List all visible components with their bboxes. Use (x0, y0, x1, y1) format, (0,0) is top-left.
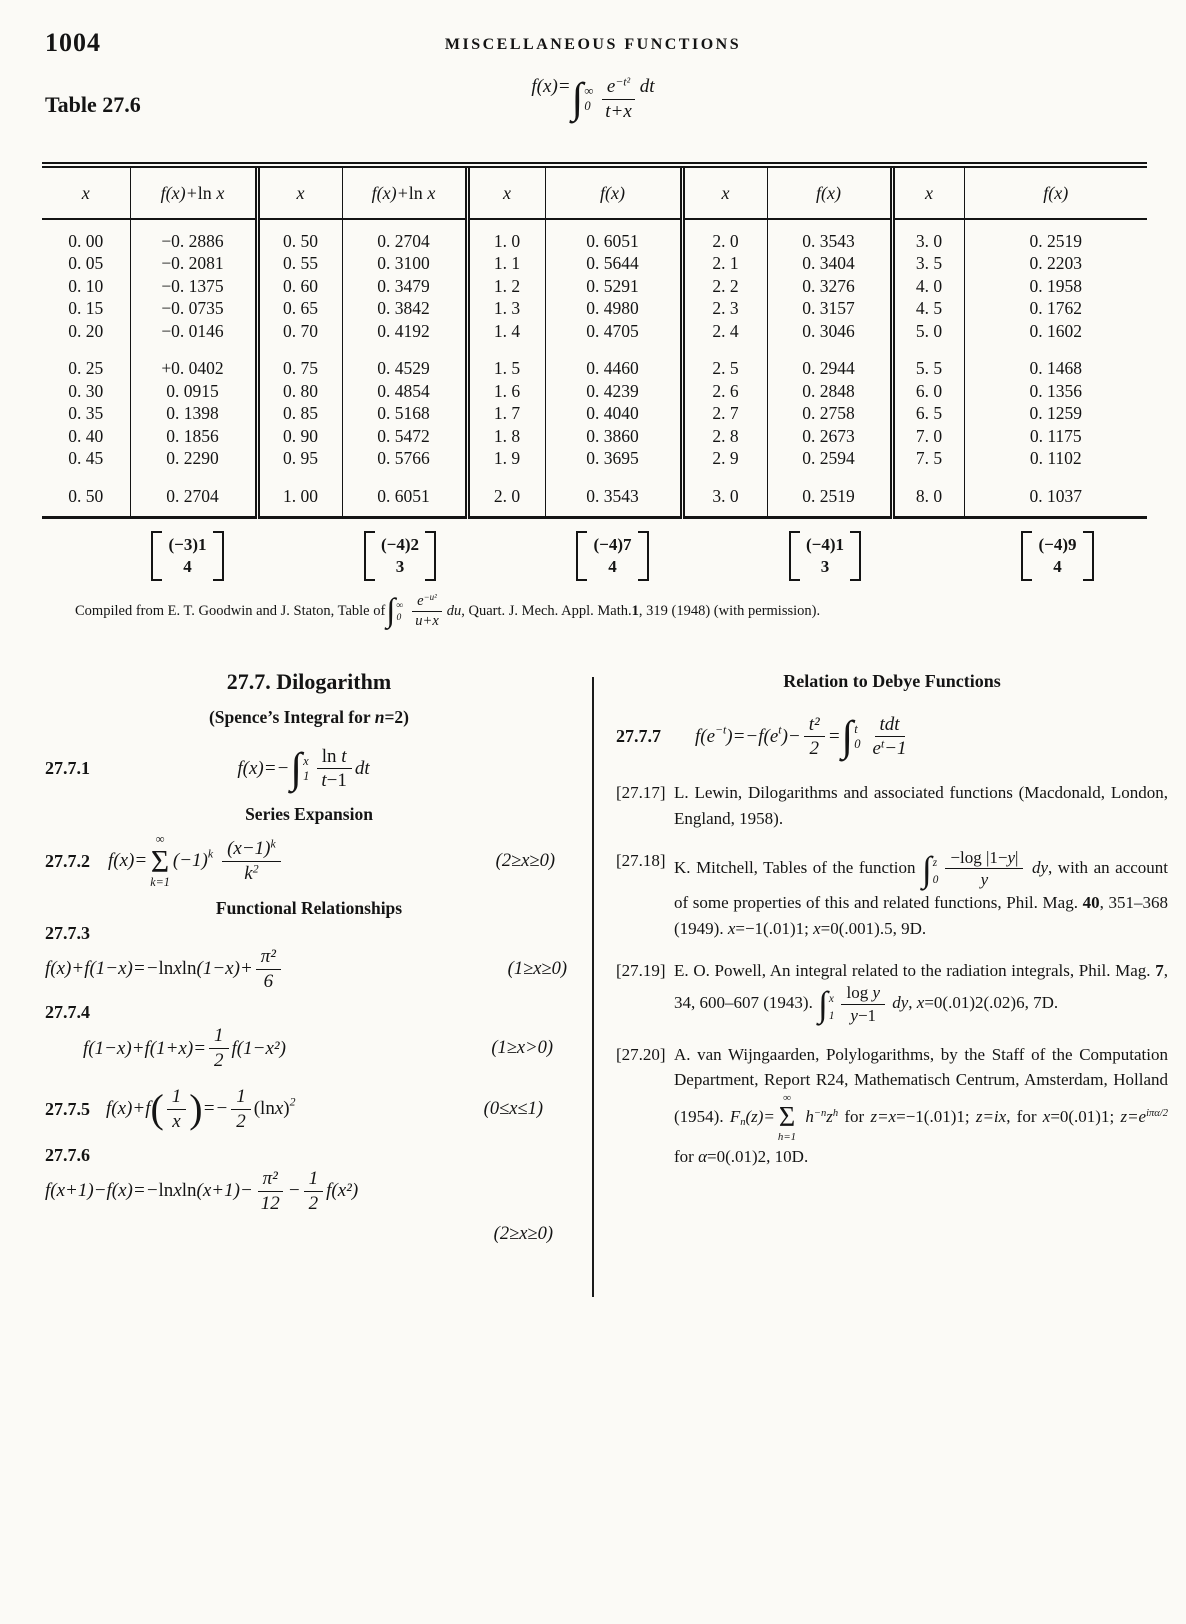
x-value-cell: 1. 5 (467, 358, 545, 381)
equation-27-7-6 (45, 1168, 573, 1215)
table-row (42, 253, 1147, 276)
error-bracket: (−4)1 3 (789, 531, 861, 581)
spacer-row (42, 470, 1147, 485)
table-label: Table 27.6 (45, 92, 141, 117)
reference-text: E. O. Powell, An integral related to the radiation integrals, Phil. Mag. 7, 34, 600–607 (1943). ∫ x 1 $\frac{\text{log y}}{y-1}$ dy, x=0(.01)2(.02)6, 7D. (674, 960, 1168, 1025)
equation-number: 27.7.7 (616, 726, 661, 747)
functional-relationships-heading: Functional Relationships (215, 897, 403, 918)
running-head-title: MISCELLANEOUS FUNCTIONS (444, 36, 742, 53)
f-value-cell: 0. 5472 (342, 425, 467, 448)
function-table (42, 162, 1147, 519)
reference-label: [27.17] (616, 783, 666, 803)
f-value-cell: −0. 0146 (130, 320, 257, 343)
equation-body: f(x)= ∞ Σ k=1 (−1) k (x−1)k k2 (108, 833, 284, 889)
x-value-cell: 0. 70 (257, 320, 342, 343)
spacer-row (42, 219, 1147, 230)
f-value-cell: 0. 6051 (545, 230, 682, 253)
equation-body: f(x+1)−f(x)=− ln x ln (x+1)− $\frac{\text{π²}}{12}$ − $\frac{1}{2}$ f(x²) (45, 1167, 359, 1214)
spacer-row (42, 508, 1147, 518)
x-value-cell: 2. 2 (682, 275, 767, 298)
column-header-x: x (42, 165, 130, 219)
f-value-cell: 0. 2758 (767, 403, 892, 426)
column-header-f: f(x) (964, 165, 1147, 219)
reference-label: [27.20] (616, 1044, 666, 1064)
f-value-cell: 0. 3479 (342, 275, 467, 298)
equation-27-7-6-constraint: (2≥x≥0) (493, 1224, 553, 1245)
f-value-cell: 0. 1037 (964, 485, 1147, 508)
table-body (42, 219, 1147, 517)
x-value-cell: 1. 8 (467, 425, 545, 448)
f-value-cell: 0. 2519 (964, 230, 1147, 253)
column-header-f: f(x) (545, 165, 682, 219)
equation-number: 27.7.1 (45, 758, 90, 779)
table-row (42, 275, 1147, 298)
x-value-cell: 3. 0 (892, 230, 964, 253)
f-value-cell: 0. 0915 (130, 380, 257, 403)
equation-body: f(x)=− ∫ x 1 ln t t−1 dt (237, 744, 370, 792)
f-value-cell: 0. 1958 (964, 275, 1147, 298)
f-value-cell: 0. 3543 (767, 230, 892, 253)
page-number: 1004 (45, 28, 101, 57)
f-value-cell: 0. 4854 (342, 380, 467, 403)
error-bracket: (−4)9 4 (1021, 531, 1093, 581)
section-subheading: (Spence’s Integral for n=2) (208, 706, 410, 727)
f-value-cell: 0. 3100 (342, 253, 467, 276)
table-row (42, 358, 1147, 381)
x-value-cell: 2. 3 (682, 298, 767, 321)
equation-27-7-5 (45, 1086, 573, 1133)
running-header (0, 0, 1186, 70)
left-column (45, 663, 573, 1246)
x-value-cell: 0. 55 (257, 253, 342, 276)
x-value-cell: 1. 1 (467, 253, 545, 276)
column-header-x: x (892, 165, 964, 219)
f-value-cell: 0. 3404 (767, 253, 892, 276)
f-value-cell: +0. 0402 (130, 358, 257, 381)
f-value-cell: 0. 5766 (342, 448, 467, 471)
table-caption-row (0, 70, 1186, 162)
f-value-cell: 0. 1602 (964, 320, 1147, 343)
x-value-cell: 3. 0 (682, 485, 767, 508)
f-value-cell: 0. 3860 (545, 425, 682, 448)
error-bracket: (−3)1 4 (151, 531, 223, 581)
f-value-cell: 0. 1259 (964, 403, 1147, 426)
reference-27-17 (616, 780, 1168, 832)
x-value-cell: 1. 6 (467, 380, 545, 403)
f-value-cell: 0. 3842 (342, 298, 467, 321)
column-header-x: x (467, 165, 545, 219)
f-value-cell: 0. 3046 (767, 320, 892, 343)
f-value-cell: 0. 1468 (964, 358, 1147, 381)
f-value-cell: 0. 4705 (545, 320, 682, 343)
equation-body: f(1−x)+f(1+x)= $\frac{1}{2}$ f(1−x²) (83, 1025, 286, 1072)
equation-27-7-3-number-row (45, 923, 573, 944)
equation-27-7-3 (45, 946, 573, 993)
x-value-cell: 0. 05 (68, 253, 104, 274)
table-row (42, 230, 1147, 253)
equation-number: 27.7.3 (45, 922, 90, 943)
reference-label: [27.19] (616, 960, 666, 980)
f-value-cell: 0. 5644 (545, 253, 682, 276)
f-value-cell: 0. 2944 (767, 358, 892, 381)
x-value-cell: 4. 0 (892, 275, 964, 298)
f-value-cell: 0. 5168 (342, 403, 467, 426)
table-row (42, 448, 1147, 471)
f-value-cell: 0. 5291 (545, 275, 682, 298)
f-value-cell: −0. 0735 (130, 298, 257, 321)
x-value-cell: 2. 1 (682, 253, 767, 276)
equation-27-7-2 (45, 833, 573, 889)
x-value-cell: 1. 4 (467, 320, 545, 343)
x-value-cell: 0. 25 (68, 358, 104, 379)
x-value-cell: 0. 50 (68, 485, 104, 506)
f-value-cell: 0. 4239 (545, 380, 682, 403)
x-value-cell: 7. 0 (892, 425, 964, 448)
x-value-cell: 1. 00 (257, 485, 342, 508)
equation-27-7-4 (45, 1025, 573, 1072)
equation-27-7-7 (616, 714, 1168, 761)
reference-text: K. Mitchell, Tables of the function ∫ z 0 $\frac{-\log |1-y|}{y}$ dy, with an account of some properties of this and related functions, Phil. Mag. 40, 351–368 (1949). x=−1(.01)1; x=0(.001).5, 9D. (674, 847, 1169, 938)
x-value-cell: 2. 0 (467, 485, 545, 508)
x-value-cell: 5. 0 (892, 320, 964, 343)
x-value-cell: 2. 7 (682, 403, 767, 426)
equation-number: 27.7.5 (45, 1098, 90, 1119)
table-row (42, 320, 1147, 343)
x-value-cell: 1. 2 (467, 275, 545, 298)
column-header-x: x (257, 165, 342, 219)
x-value-cell: 2. 0 (682, 230, 767, 253)
f-value-cell: 0. 6051 (342, 485, 467, 508)
x-value-cell: 0. 45 (68, 448, 104, 469)
reference-27-20 (616, 1042, 1168, 1170)
f-value-cell: 0. 2704 (130, 485, 257, 508)
reference-label: [27.18] (616, 850, 666, 870)
f-value-cell: 0. 2594 (767, 448, 892, 471)
f-value-cell: 0. 1762 (964, 298, 1147, 321)
column-divider (592, 677, 594, 1297)
equation-27-7-6-number-row (45, 1145, 573, 1166)
x-value-cell: 1. 0 (467, 230, 545, 253)
x-value-cell: 5. 5 (892, 358, 964, 381)
table-row (42, 298, 1147, 321)
x-value-cell: 0. 90 (257, 425, 342, 448)
column-header-f: f(x)+ln x (130, 165, 257, 219)
reference-27-19 (616, 958, 1168, 1026)
f-value-cell: 0. 2704 (342, 230, 467, 253)
x-value-cell: 0. 20 (68, 320, 104, 341)
x-value-cell: 2. 5 (682, 358, 767, 381)
reference-text: A. van Wijngaarden, Polylogarithms, by the Staff of the Computation Department, Report R24, Mathematisch Centrum, Amsterdam, Holland (1954). Fn(z)= ∞ Σ h=1 h−nzh for z=x=−1(.01)1; z=ix, for x=0(.01)1; z=eiπα/2 for α=0(.01)2, 10D. (674, 1044, 1169, 1166)
f-value-cell: 0. 2290 (130, 448, 257, 471)
right-column (616, 663, 1168, 1170)
x-value-cell: 0. 60 (257, 275, 342, 298)
x-value-cell: 0. 30 (68, 380, 104, 401)
series-expansion-heading: Series Expansion (245, 804, 373, 825)
f-value-cell: −0. 2886 (130, 230, 257, 253)
equation-constraint: (0≤x≤1) (483, 1098, 543, 1119)
f-value-cell: 0. 2519 (767, 485, 892, 508)
table-title-formula: f(x)= ∫ ∞ 0 e−t² t+x dt (531, 75, 655, 123)
x-value-cell: 2. 4 (682, 320, 767, 343)
f-value-cell: 0. 1356 (964, 380, 1147, 403)
reference-text: L. Lewin, Dilogarithms and associated functions (Macdonald, London, England, 1958). (674, 783, 1168, 829)
table-row (42, 380, 1147, 403)
x-value-cell: 4. 5 (892, 298, 964, 321)
equation-27-7-4-number-row (45, 1002, 573, 1023)
error-bracket: (−4)2 3 (364, 531, 436, 581)
x-value-cell: 0. 00 (68, 230, 104, 251)
equation-constraint: (2≥x≥0) (495, 850, 555, 871)
table-row (42, 403, 1147, 426)
x-value-cell: 3. 5 (892, 253, 964, 276)
equation-constraint: (1≥x>0) (491, 1038, 553, 1059)
x-value-cell: 0. 75 (257, 358, 342, 381)
x-value-cell: 2. 6 (682, 380, 767, 403)
x-value-cell: 0. 50 (257, 230, 342, 253)
f-value-cell: 0. 3157 (767, 298, 892, 321)
x-value-cell: 2. 9 (682, 448, 767, 471)
f-value-cell: 0. 3543 (545, 485, 682, 508)
x-value-cell: 0. 95 (257, 448, 342, 471)
x-value-cell: 0. 10 (68, 275, 104, 296)
column-header-f: f(x) (767, 165, 892, 219)
equation-body: f(x)+f(1−x)=− ln x ln (1−x)+ $\frac{\text{π²}}{6}$ (45, 946, 284, 993)
x-value-cell: 6. 5 (892, 403, 964, 426)
f-value-cell: −0. 2081 (130, 253, 257, 276)
x-value-cell: 1. 9 (467, 448, 545, 471)
f-value-cell: 0. 1856 (130, 425, 257, 448)
x-value-cell: 0. 35 (68, 403, 104, 424)
f-value-cell: 0. 2203 (964, 253, 1147, 276)
table-header (42, 165, 1147, 219)
x-value-cell: 2. 8 (682, 425, 767, 448)
f-value-cell: 0. 4192 (342, 320, 467, 343)
f-value-cell: 0. 1175 (964, 425, 1147, 448)
equation-body: f(e −t )=−f(e t )− $\frac{\text{t²}}{2}$ = ∫ t 0 tdt et−1 (695, 712, 907, 760)
f-value-cell: 0. 3276 (767, 275, 892, 298)
error-brackets-row (42, 527, 1186, 585)
column-header-f: f(x)+ln x (342, 165, 467, 219)
f-value-cell: 0. 2673 (767, 425, 892, 448)
x-value-cell: 1. 3 (467, 298, 545, 321)
f-value-cell: 0. 3695 (545, 448, 682, 471)
f-value-cell: 0. 4980 (545, 298, 682, 321)
f-value-cell: 0. 1398 (130, 403, 257, 426)
table-row (42, 485, 1147, 508)
f-value-cell: 0. 4040 (545, 403, 682, 426)
x-value-cell: 7. 5 (892, 448, 964, 471)
f-value-cell: −0. 1375 (130, 275, 257, 298)
x-value-cell: 0. 15 (68, 298, 104, 319)
x-value-cell: 0. 80 (257, 380, 342, 403)
error-bracket: (−4)7 4 (576, 531, 648, 581)
f-value-cell: 0. 1102 (964, 448, 1147, 471)
x-value-cell: 8. 0 (892, 485, 964, 508)
x-value-cell: 0. 40 (68, 425, 104, 446)
section-heading: 27.7. Dilogarithm (226, 668, 392, 694)
f-value-cell: 0. 4460 (545, 358, 682, 381)
equation-number: 27.7.6 (45, 1144, 90, 1165)
equation-number: 27.7.2 (45, 850, 90, 871)
x-value-cell: 6. 0 (892, 380, 964, 403)
reference-27-18 (616, 848, 1168, 942)
column-header-x: x (682, 165, 767, 219)
equation-constraint: (1≥x≥0) (507, 958, 567, 979)
f-value-cell: 0. 4529 (342, 358, 467, 381)
x-value-cell: 0. 85 (257, 403, 342, 426)
equation-27-7-1 (45, 746, 573, 793)
equation-body: f(x)+f ( $\frac{1}{x}$ ) =− $\frac{1}{2}$ (ln x ) 2 (106, 1086, 296, 1132)
equation-number: 27.7.4 (45, 1002, 90, 1023)
reference-list (616, 780, 1168, 1169)
debye-relation-heading: Relation to Debye Functions (783, 670, 1001, 691)
table-row (42, 425, 1147, 448)
table-footnote: Compiled from E. T. Goodwin and J. Staton, Table of ∫ ∞ 0 e−u² u+x du , Quart. J. Mech. Appl. Math. 1 , 319 (1948) (with permission). (75, 592, 821, 630)
table-header-row (42, 165, 1147, 219)
f-value-cell: 0. 2848 (767, 380, 892, 403)
x-value-cell: 0. 65 (257, 298, 342, 321)
spacer-row (42, 343, 1147, 358)
x-value-cell: 1. 7 (467, 403, 545, 426)
